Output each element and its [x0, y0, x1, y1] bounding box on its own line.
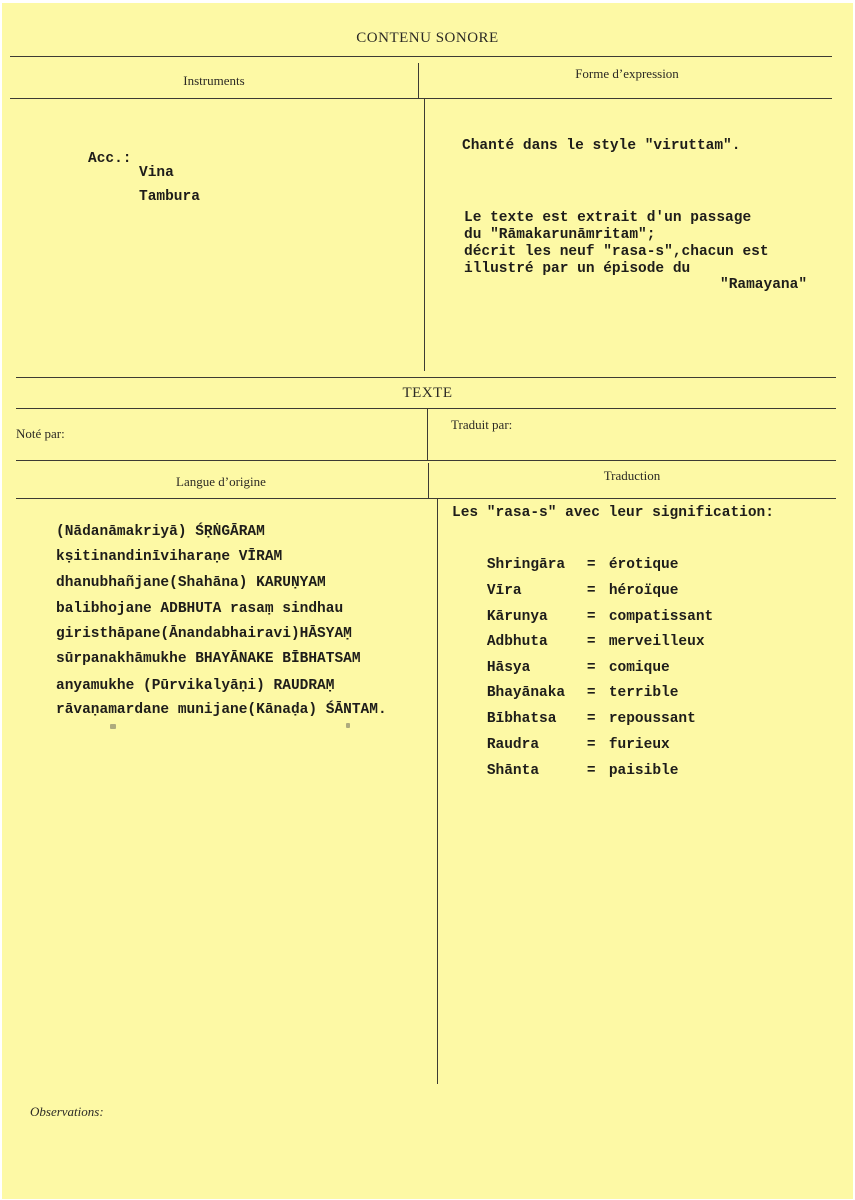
- scan-speck: [110, 724, 116, 729]
- divider: [16, 460, 836, 461]
- glossary-meaning: érotique: [608, 557, 679, 573]
- glossary-term: Hāsya: [486, 660, 531, 676]
- original-line: giristhāpane(Ānandabhairavi)HĀSYAṂ: [56, 626, 352, 642]
- equals-sign: =: [586, 634, 596, 650]
- original-line: (Nādanāmakriyā) ŚṚṄGĀRAM: [56, 524, 265, 540]
- equals-sign: =: [586, 583, 596, 599]
- column-divider: [428, 463, 429, 499]
- divider: [16, 408, 836, 409]
- equals-sign: =: [586, 557, 596, 573]
- column-divider: [424, 98, 425, 371]
- expression-line: Le texte est extrait d'un passage: [464, 210, 752, 226]
- column-divider: [418, 63, 419, 99]
- equals-sign: =: [586, 685, 596, 701]
- section-title-contenu-sonore: CONTENU SONORE: [356, 30, 499, 46]
- glossary-row: [452, 747, 678, 795]
- glossary-term: Vīra: [486, 583, 522, 599]
- translation-heading: Les "rasa-s" avec leur signification:: [452, 505, 774, 521]
- section-title-texte: TEXTE: [402, 385, 453, 401]
- divider: [10, 56, 832, 57]
- column-divider: [427, 408, 428, 460]
- original-line: anyamukhe (Pūrvikalyāṇi) RAUDRAṂ: [56, 678, 335, 694]
- equals-sign: =: [586, 660, 596, 676]
- glossary-term: Shānta: [486, 763, 540, 779]
- header-traduction: Traduction: [603, 468, 661, 483]
- original-line: rāvaṇamardane munijane(Kānaḍa) ŚĀNTAM.: [56, 702, 387, 718]
- equals-sign: =: [586, 737, 596, 753]
- original-line: balibhojane ADBHUTA rasaṃ sindhau: [56, 601, 344, 617]
- instrument-item: Tambura: [139, 189, 200, 205]
- document-card: [2, 3, 853, 1199]
- expression-style: Chanté dans le style "viruttam".: [462, 138, 741, 154]
- traduit-par-label: Traduit par:: [451, 417, 513, 432]
- note-par-label: Noté par:: [16, 426, 65, 441]
- instrument-item: Vina: [139, 165, 174, 181]
- glossary-meaning: repoussant: [608, 711, 696, 727]
- glossary-meaning: furieux: [608, 737, 670, 753]
- glossary-term: Raudra: [486, 737, 540, 753]
- header-langue-origine: Langue d’origine: [176, 474, 266, 489]
- glossary-term: Adbhuta: [486, 634, 548, 650]
- original-line: dhanubhañjane(Shahāna) KARUṆYAM: [56, 575, 326, 591]
- equals-sign: =: [586, 711, 596, 727]
- observations-label: Observations:: [30, 1104, 104, 1119]
- glossary-meaning: paisible: [608, 763, 679, 779]
- header-instruments: Instruments: [183, 73, 245, 88]
- expression-line: décrit les neuf "rasa-s",chacun est: [464, 244, 769, 260]
- expression-line: "Ramayana": [720, 277, 808, 293]
- expression-line: illustré par un épisode du: [464, 261, 691, 277]
- glossary-meaning: comique: [608, 660, 670, 676]
- acc-label: Acc.:: [88, 151, 132, 167]
- glossary-meaning: compatissant: [608, 609, 714, 625]
- divider: [10, 98, 832, 99]
- equals-sign: =: [586, 763, 596, 779]
- divider: [16, 498, 836, 499]
- glossary-term: Shringāra: [486, 557, 566, 573]
- original-line: sūrpanakhāmukhe BHAYĀNAKE BĪBHATSAM: [56, 651, 361, 667]
- column-divider: [437, 498, 438, 1084]
- original-line: kṣitinandinīviharaṇe VĪRAM: [56, 549, 283, 565]
- header-forme-expression: Forme d’expression: [575, 66, 679, 81]
- expression-line: du "Rāmakarunāmritam";: [464, 227, 656, 243]
- glossary-meaning: merveilleux: [608, 634, 705, 650]
- glossary-term: Bhayānaka: [486, 685, 566, 701]
- glossary-meaning: terrible: [608, 685, 679, 701]
- divider: [16, 377, 836, 378]
- glossary-term: Bībhatsa: [486, 711, 557, 727]
- glossary-meaning: héroïque: [608, 583, 679, 599]
- scan-speck: [346, 723, 350, 728]
- glossary-term: Kārunya: [486, 609, 548, 625]
- equals-sign: =: [586, 609, 596, 625]
